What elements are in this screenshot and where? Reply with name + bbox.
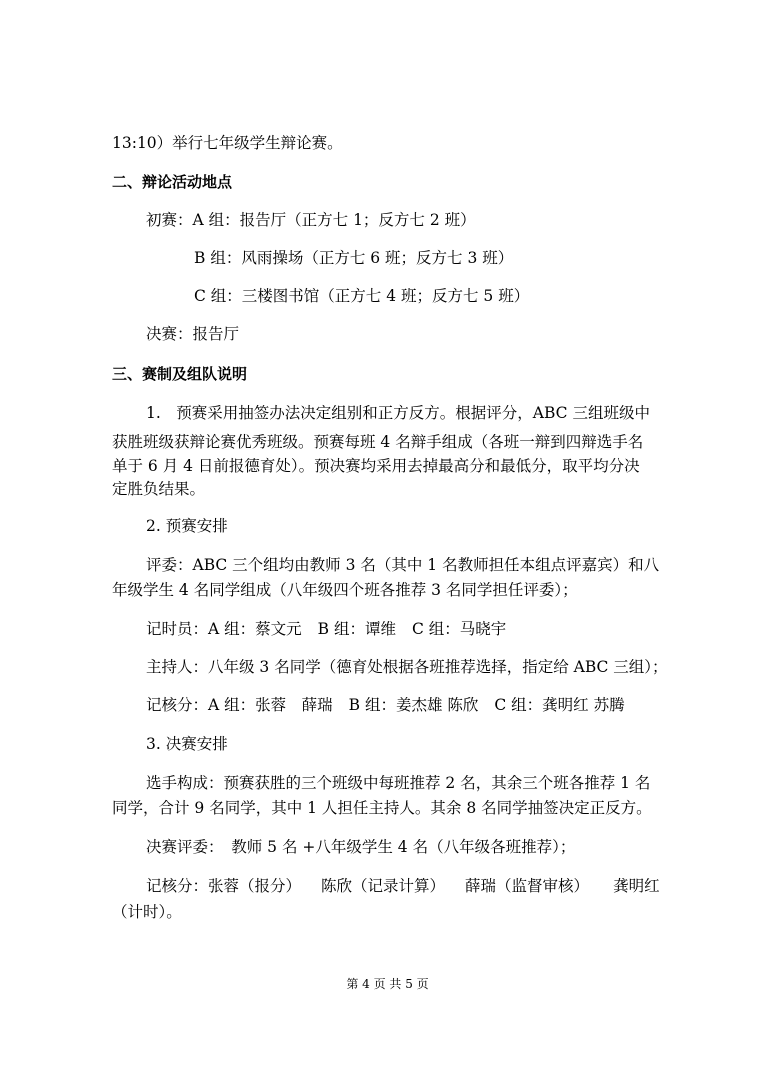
scorer-b: B 组：姜杰雄 陈欣 <box>348 696 479 714</box>
scorer-label: 记核分： <box>146 696 209 714</box>
final-scorer-p3: 薛瑞（监督审核） <box>465 877 590 895</box>
scorer-a: A 组：张蓉 薛瑞 <box>208 696 333 714</box>
final-scorer-p2: 陈欣（记录计算） <box>321 877 446 895</box>
scorer-c: C 组：龚明红 苏腾 <box>494 696 625 714</box>
item1-line1: 1. 预赛采用抽签办法决定组别和正方反方。根据评分，ABC 三组班级中 <box>146 404 650 422</box>
final-venue: 决赛：报告厅 <box>146 325 240 343</box>
final-scorer-p1: 张蓉（报分） <box>208 877 302 895</box>
judges-line2: 年级学生 4 名同学组成（八年级四个班各推荐 3 名同学担任评委）； <box>112 581 578 599</box>
judges-line1: 评委：ABC 三个组均由教师 3 名（其中 1 名教师担任本组点评嘉宾）和八 <box>146 556 660 574</box>
players-line2: 同学，合计 9 名同学，其中 1 人担任主持人。其余 8 名同学抽签决定正反方。 <box>112 799 652 817</box>
section-heading-rules: 三、赛制及组队说明 <box>112 365 248 383</box>
timekeeper-line <box>146 619 506 639</box>
prelim-group-c: C 组：三楼图书馆（正方七 4 班；反方七 5 班） <box>194 287 530 305</box>
paragraph-continuation: 13:10）举行七年级学生辩论赛。 <box>112 134 343 152</box>
final-judges-line: 决赛评委： 教师 5 名 +八年级学生 4 名（八年级各班推荐）； <box>146 838 576 856</box>
timekeeper-b: B 组：谭维 <box>317 620 396 638</box>
timekeeper-c: C 组：马晓宇 <box>411 620 507 638</box>
scorer-line <box>146 695 625 715</box>
timekeeper-label: 记时员： <box>146 620 209 638</box>
item3-heading: 3. 决赛安排 <box>146 735 228 753</box>
prelim-group-b: B 组：风雨操场（正方七 6 班；反方七 3 班） <box>194 249 514 267</box>
prelim-group-a: A 组：报告厅（正方七 1；反方七 2 班） <box>192 211 476 229</box>
item1-line3: 单于 6 月 4 日前报德育处）。预决赛均采用去掉最高分和最低分，取平均分决 <box>112 457 640 475</box>
timekeeper-a: A 组：蔡文元 <box>208 620 302 638</box>
item2-heading: 2. 预赛安排 <box>146 517 228 535</box>
final-scorer-label: 记核分： <box>146 877 209 895</box>
host-line: 主持人：八年级 3 名同学（德育处根据各班推荐选择，指定给 ABC 三组）； <box>146 658 668 676</box>
prelim-label: 初赛： <box>146 211 193 229</box>
players-line1: 选手构成：预赛获胜的三个班级中每班推荐 2 名，其余三个班各推荐 1 名 <box>146 774 651 792</box>
final-scorer-line <box>146 876 660 896</box>
final-scorer-p4: 龚明红 <box>613 877 660 895</box>
page-footer: 第 4 页 共 5 页 <box>346 977 429 991</box>
final-scorer-line2: （计时）。 <box>112 903 182 921</box>
item1-line2: 获胜班级获辩论赛优秀班级。预赛每班 4 名辩手组成（各班一辩到四辩选手名 <box>112 433 644 451</box>
section-heading-venue: 二、辩论活动地点 <box>112 173 233 191</box>
item1-line4: 定胜负结果。 <box>112 480 206 498</box>
prelim-venue-a <box>146 210 476 230</box>
